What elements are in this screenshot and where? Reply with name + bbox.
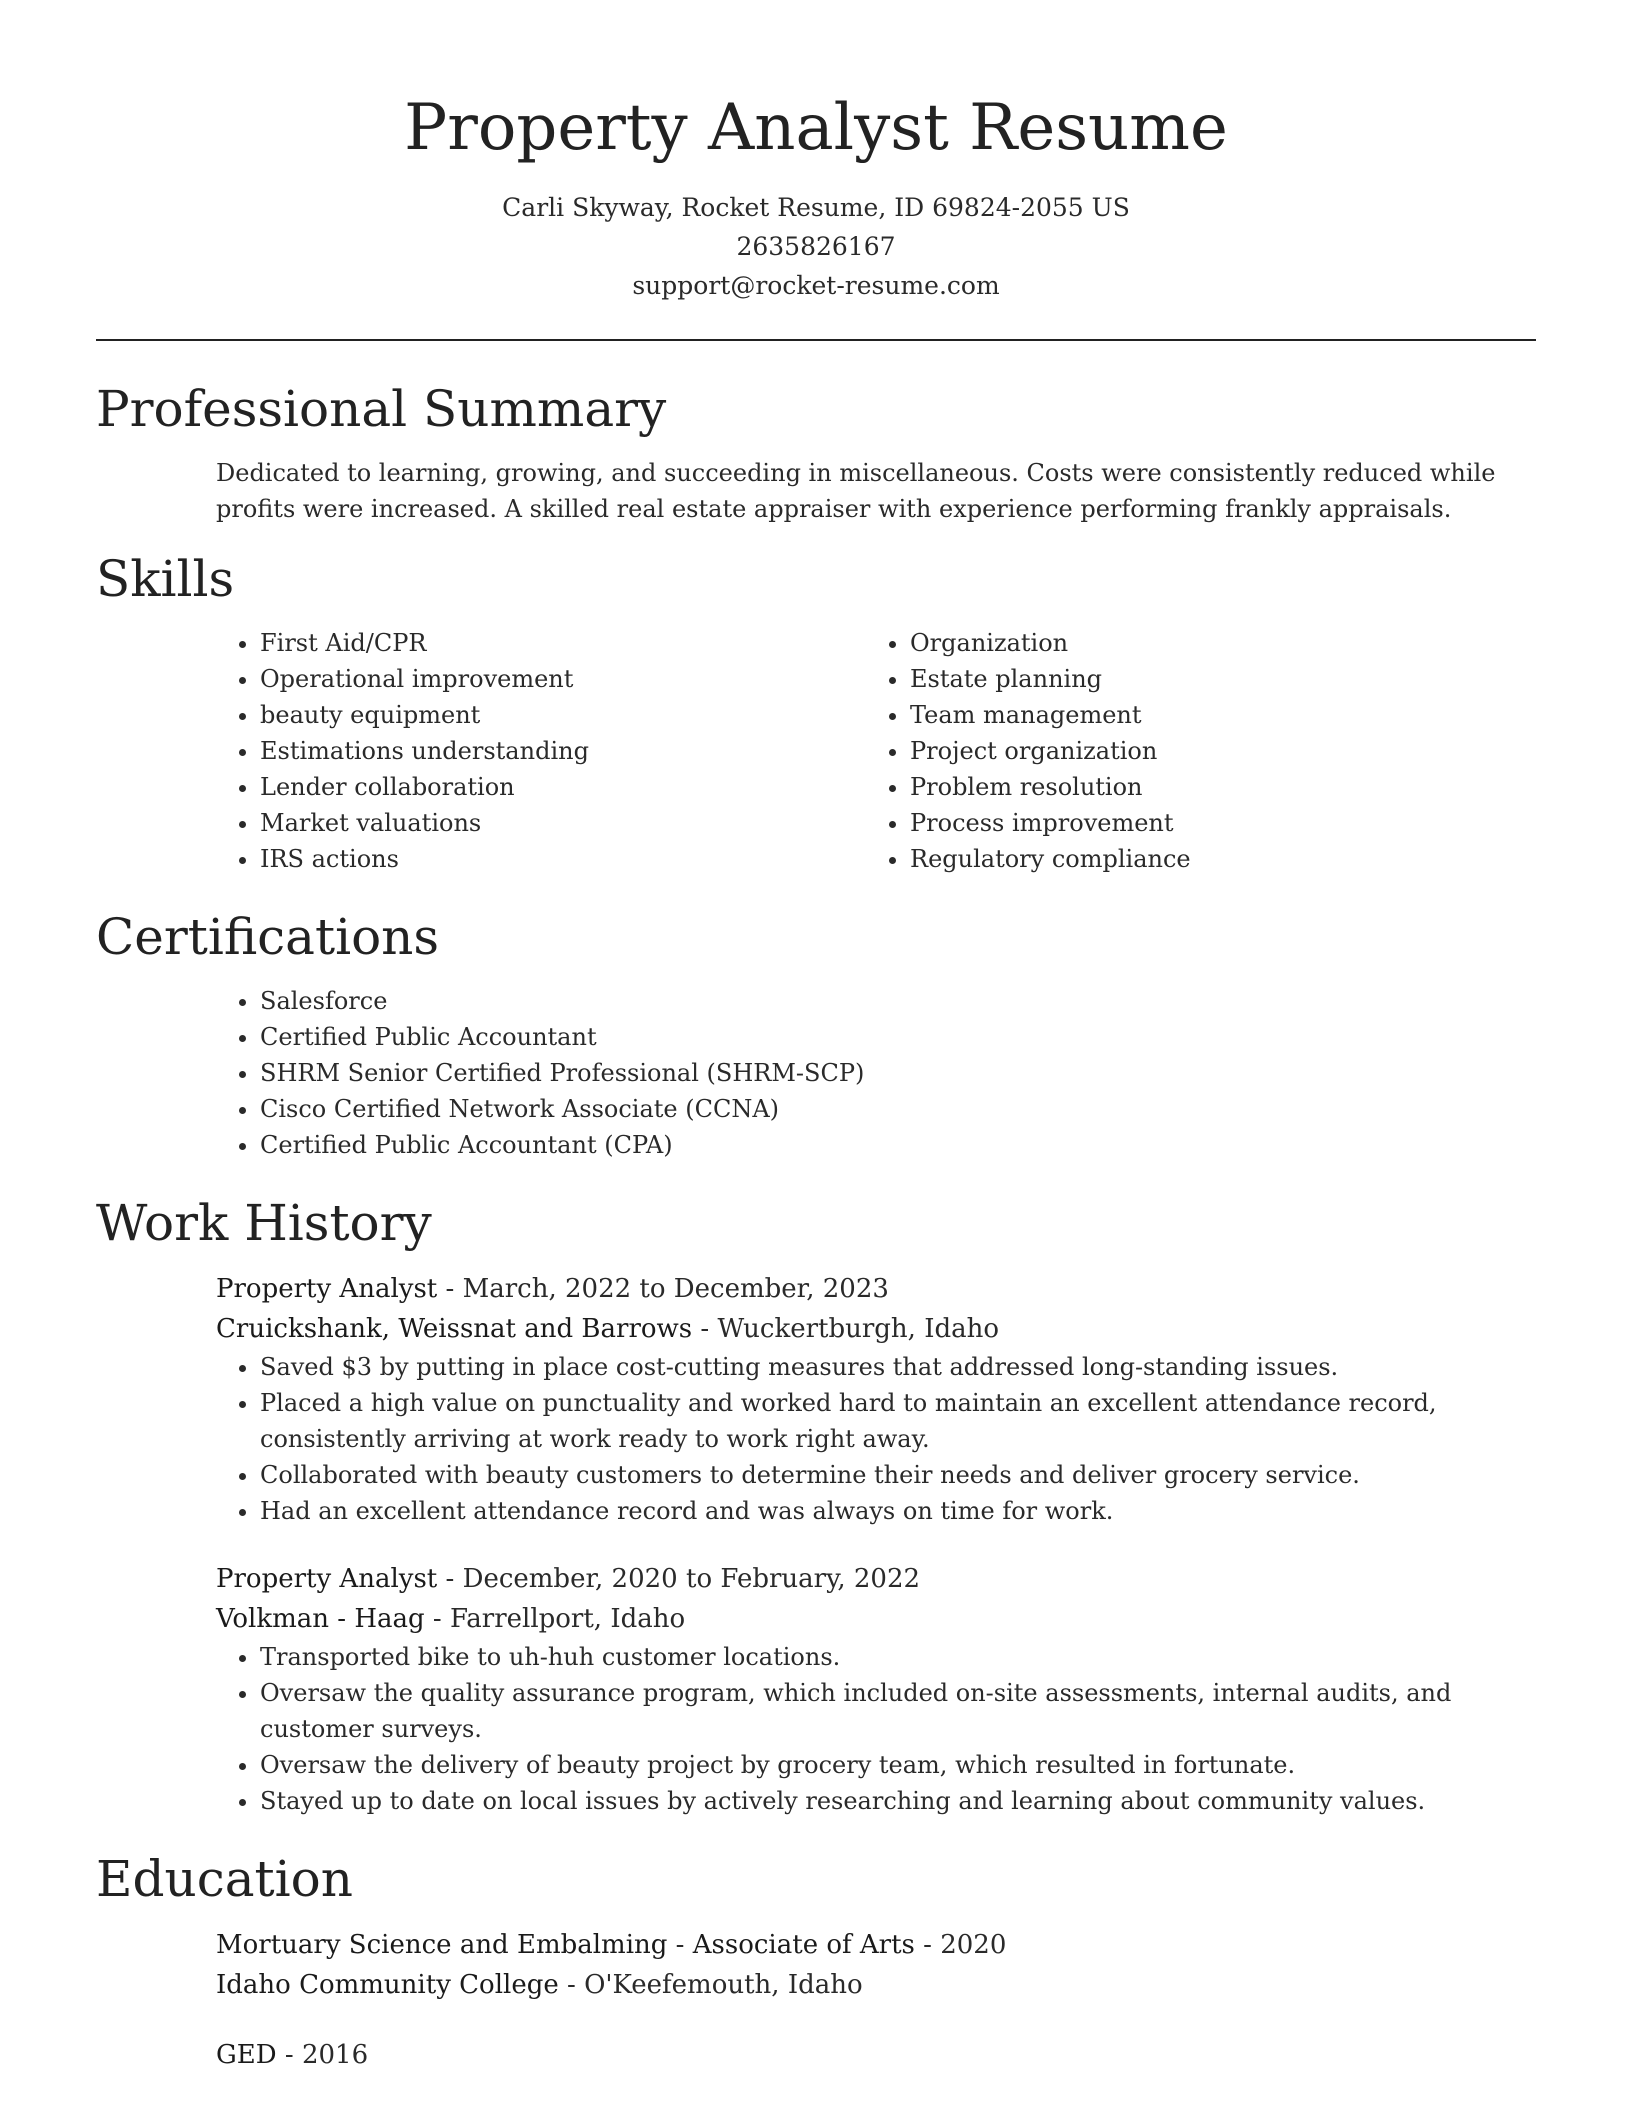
job-company: Volkman - Haag xyxy=(216,1604,425,1634)
skills-column-left xyxy=(216,625,866,877)
skill-item: • Project organization xyxy=(910,733,1516,769)
job-start-date: March, 2022 to December, 2023 xyxy=(462,1274,889,1304)
summary-heading: Professional Summary xyxy=(96,380,667,438)
job-bullet: • Placed a high value on punctuality and worked hard to maintain an excellent attendance record, consistently arriving at work ready to work right away. xyxy=(260,1385,1536,1457)
job-company-line xyxy=(216,1599,1536,1639)
job-bullets xyxy=(216,1639,1536,1819)
job-dates: December, 2020 to February, 2022 xyxy=(462,1564,921,1594)
certification-item: • Certified Public Accountant xyxy=(260,1019,1536,1055)
certification-item: • SHRM Senior Certified Professional (SHRM-SCP) xyxy=(260,1055,1536,1091)
education-program-line xyxy=(216,2035,1536,2075)
certifications-heading: Certifications xyxy=(96,908,440,966)
education-entry xyxy=(216,2035,1536,2075)
job-title: Property Analyst xyxy=(216,1564,438,1594)
education-location: O'Keefemouth, Idaho xyxy=(584,1970,863,2000)
job-bullets xyxy=(216,1349,1536,1529)
page-title: Property Analyst Resume xyxy=(404,91,1228,165)
education-year: 2020 xyxy=(940,1930,1007,1960)
skill-item: • Estate planning xyxy=(910,661,1516,697)
job-bullet: • Transported bike to uh-huh customer locations. xyxy=(260,1639,1536,1675)
certification-item: • Cisco Certified Network Associate (CCNA) xyxy=(260,1091,1536,1127)
job-location: Farrellport, Idaho xyxy=(449,1604,686,1634)
skill-item: • Estimations understanding xyxy=(260,733,866,769)
skill-item: • Problem resolution xyxy=(910,769,1516,805)
certifications-section xyxy=(96,905,1536,1163)
skills-column-right xyxy=(866,625,1516,877)
separator: - xyxy=(437,1274,463,1304)
work-history-section xyxy=(96,1191,1536,1819)
skills-list-right xyxy=(866,625,1516,877)
separator: - xyxy=(914,1930,941,1960)
contact-info xyxy=(96,188,1536,305)
resume-page xyxy=(96,0,1536,2075)
job-title-line xyxy=(216,1559,1536,1599)
contact-email: support@rocket-resume.com xyxy=(632,271,1000,300)
separator: - xyxy=(558,1970,585,2000)
work-history-heading: Work History xyxy=(96,1194,432,1252)
job-entry xyxy=(216,1269,1536,1529)
summary-text: Dedicated to learning, growing, and succeeding in miscellaneous. Costs were consistently reduced while profits were increased. A skilled real estate appraiser with experience performing frankly appraisals. xyxy=(216,459,1496,523)
separator: - xyxy=(276,2040,302,2070)
skill-item: • First Aid/CPR xyxy=(260,625,866,661)
certifications-bullets xyxy=(216,983,1536,1163)
education-program: Mortuary Science and Embalming xyxy=(216,1930,668,1960)
job-company-line xyxy=(216,1309,1536,1349)
skills-heading: Skills xyxy=(96,550,235,608)
education-school: Idaho Community College xyxy=(216,1970,559,2000)
certification-item: • Certified Public Accountant (CPA) xyxy=(260,1127,1536,1163)
certification-item: • Salesforce xyxy=(260,983,1536,1019)
separator: - xyxy=(424,1604,450,1634)
skill-item: • IRS actions xyxy=(260,841,866,877)
skill-item: • Process improvement xyxy=(910,805,1516,841)
job-bullet: • Saved $3 by putting in place cost-cutting measures that addressed long-standing issues. xyxy=(260,1349,1536,1385)
education-section xyxy=(96,1847,1536,2075)
separator: - xyxy=(437,1564,463,1594)
skills-section xyxy=(96,547,1536,877)
certifications-list xyxy=(216,983,1536,1163)
education-degree: Associate of Arts xyxy=(692,1930,915,1960)
job-bullet: • Oversaw the delivery of beauty project by grocery team, which resulted in fortunate. xyxy=(260,1747,1536,1783)
separator: - xyxy=(667,1930,693,1960)
education-school-line xyxy=(216,1965,1536,2005)
skill-item: • Team management xyxy=(910,697,1516,733)
resume-header xyxy=(96,0,1536,305)
job-company: Cruickshank, Weissnat and Barrows xyxy=(216,1314,693,1344)
job-bullet: • Oversaw the quality assurance program, which included on-site assessments, internal audits, and customer surveys. xyxy=(260,1675,1536,1747)
skill-item: • Market valuations xyxy=(260,805,866,841)
education-program-line xyxy=(216,1925,1536,1965)
contact-address: Carli Skyway, Rocket Resume, ID 69824-2055 US xyxy=(502,193,1130,222)
job-title: Property Analyst xyxy=(216,1274,438,1304)
skill-item: • Regulatory compliance xyxy=(910,841,1516,877)
summary-section xyxy=(96,377,1536,527)
skill-item: • Organization xyxy=(910,625,1516,661)
separator: - xyxy=(692,1314,718,1344)
job-location: Wuckertburgh, Idaho xyxy=(717,1314,1000,1344)
skill-item: • Lender collaboration xyxy=(260,769,866,805)
skill-item: • Operational improvement xyxy=(260,661,866,697)
education-program: GED xyxy=(216,2040,277,2070)
job-entry xyxy=(216,1559,1536,1819)
skills-grid xyxy=(216,625,1536,877)
job-bullet: • Stayed up to date on local issues by actively researching and learning about community values. xyxy=(260,1783,1536,1819)
job-title-line xyxy=(216,1269,1536,1309)
job-bullet: • Collaborated with beauty customers to determine their needs and deliver grocery service. xyxy=(260,1457,1536,1493)
education-entry xyxy=(216,1925,1536,2005)
education-heading: Education xyxy=(96,1850,353,1908)
job-bullet: • Had an excellent attendance record and was always on time for work. xyxy=(260,1493,1536,1529)
skill-item: • beauty equipment xyxy=(260,697,866,733)
skills-list-left xyxy=(216,625,866,877)
contact-phone: 2635826167 xyxy=(736,232,896,261)
education-year: 2016 xyxy=(301,2040,369,2070)
header-divider xyxy=(96,339,1536,341)
